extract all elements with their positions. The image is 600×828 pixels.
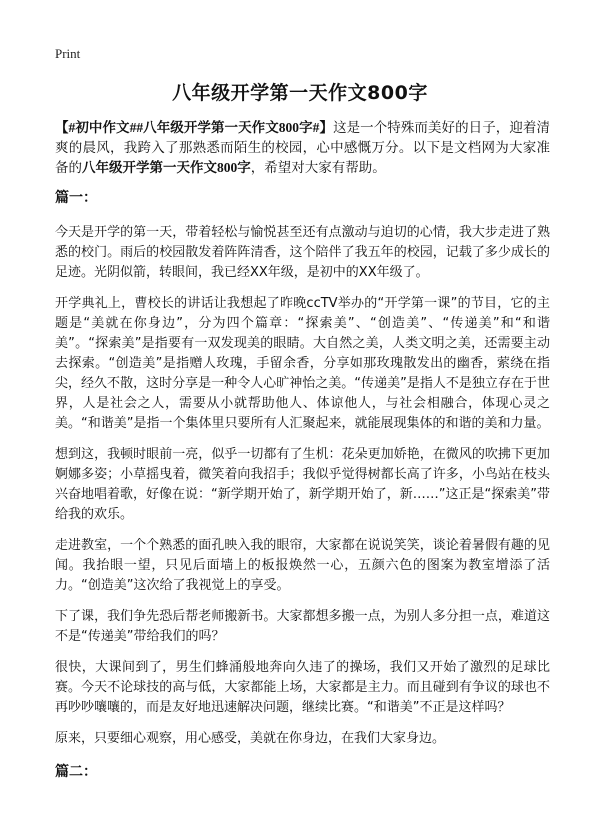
- section-1-heading: 篇一：: [55, 191, 97, 206]
- intro-text-2: ，希望对大家有帮助。: [250, 160, 386, 175]
- paragraph-3: 想到这，我顿时眼前一亮，似乎一切都有了生机：花朵更加娇艳，在微风的吹拂下更加婀娜多姿；小草摇曳着，微笑着向我招手；我似乎觉得树都长高了许多，小鸟站在枝头兴奋地唱着歌，好像在说：“新学期开始了，新学期开始了，新……”这正是“探索美”带给我的欢乐。: [55, 447, 550, 522]
- paragraph-5: 下了课，我们争先恐后帮老师搬新书。大家都想多搬一点，为别人多分担一点，难道这不是“传递美”带给我们的吗？: [55, 609, 550, 644]
- section-2-heading: 篇二：: [55, 765, 97, 780]
- article-body: [55, 118, 550, 797]
- intro-tag: 【#初中作文##八年级开学第一天作文800字#】: [55, 120, 334, 135]
- intro-text-1: 这是一个特殊而美好的日子，迎着清爽的晨风，我跨入了那熟悉而陌生的校园，心中感慨万分。以下是文档网为大家准备的: [55, 120, 550, 175]
- paragraph-7: 原来，只要细心观察，用心感受，美就在你身边，在我们大家身边。: [55, 731, 446, 746]
- intro-paragraph: [55, 118, 550, 178]
- intro-bold-title: 八年级开学第一天作文800字: [82, 160, 251, 175]
- paragraph-4: 走进教室，一个个熟悉的面孔映入我的眼帘，大家都在说说笑笑，谈论着暑假有趣的见闻。我抬眼一望，只见后面墙上的板报焕然一心，五颜六色的图案为教室增添了活力。“创造美”这次给了我视觉上的享受。: [55, 538, 550, 593]
- paragraph-1: 今天是开学的第一天，带着轻松与愉悦甚至还有点激动与迫切的心情，我大步走进了熟悉的校门。雨后的校园散发着阵阵清香，这个陪伴了我五年的校园，记载了多少成长的足迹。光阴似箭，转眼间，我已经XX年级，是初中的XX年级了。: [55, 225, 550, 280]
- page-title: 八年级开学第一天作文800字: [172, 82, 428, 104]
- paragraph-2: 开学典礼上，曹校长的讲话让我想起了昨晚ccTV举办的“开学第一课”的节目，它的主题是“美就在你身边”，分为四个篇章：“探索美”、“创造美”、“传递美”和“和谐美”。“探索美”是指要有一双发现美的眼睛。大自然之美，人类文明之美，还需要主动去探索。“创造美”是指赠人玫瑰，手留余香，分享如那玫瑰散发出的幽香，萦绕在指尖，经久不散，这时分享是一种令人心旷神怡之美。“传递美”是指人不是独立存在于世界，人是社会之人，需要从小就帮助他人、体谅他人，与社会相融合，体现心灵之美。“和谐美”是指一个集体里只要所有人汇聚起来，就能展现集体的和谐的美和力量。: [55, 296, 550, 431]
- print-link[interactable]: Print: [55, 46, 81, 61]
- paragraph-6: 很快，大课间到了，男生们蜂涌般地奔向久违了的操场，我们又开始了激烈的足球比赛。今天不论球技的高与低，大家都能上场，大家都是主力。而且碰到有争议的球也不再吵吵嚷嚷的，而是友好地迅速解决问题，继续比赛。“和谐美”不正是这样吗？: [55, 660, 550, 715]
